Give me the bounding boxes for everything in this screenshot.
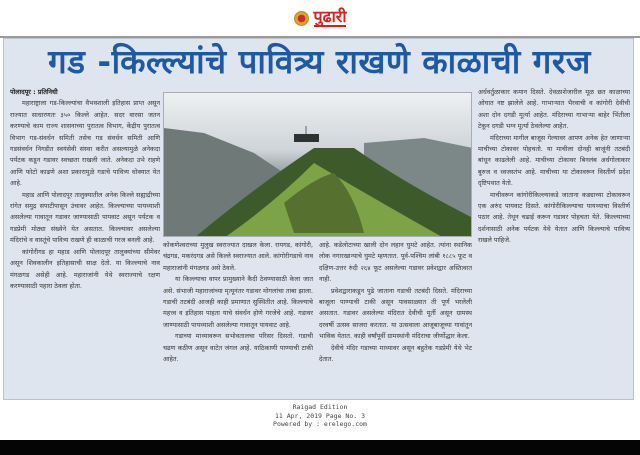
headline: गड -किल्ल्यांचे पावित्र्य राखणे काळाची गरज — [48, 42, 591, 81]
paragraph: महाड आणि पोलादपूर तालुक्यातील अनेक किल्ले सह्याद्रीच्या रांगेत समुद्र सपाटीपासून उंचावर आहेत. किल्ल्याच्या पायथ्याशी असलेल्या गावातून गडावर जाण्यासाठी पायवाट असून पर्यटक व गडप्रेमी मोठ्या संख्येने येत असतात. किल्ल्यावर असलेल्या मंदिरांचे व वास्तूंचे पावित्र्य राखणे ही काळाची गरज बनली आहे. — [10, 190, 160, 245]
powered-by: Powered by : erelego.com — [273, 420, 367, 428]
pudhari-emblem-icon — [294, 11, 309, 26]
edition-footer — [0, 403, 640, 429]
fort-photo — [163, 92, 472, 237]
article-column-4 — [478, 87, 630, 397]
article-column-2 — [163, 240, 313, 397]
edition-name: Raigad Edition — [292, 403, 348, 411]
paragraph: आहे. कडेलोटाच्या खाली दोन लहान घुमटे आहेत. त्यांना स्थानिक लोक नगारखान्याचे घुमटे म्हणतात. पूर्व-पश्चिम लांबी १८८५ फूट व दक्षिण-उत्तर रुंदी २६४ फूट असलेल्या गडावर प्रवेशद्वार अस्तित्वात नाही. — [319, 241, 472, 284]
bottom-band — [0, 440, 640, 455]
paragraph: देवीचे मंदिर गडाच्या माथ्यावर असून बहुतेक गडप्रेमी येथे भेट देतात. — [319, 343, 472, 364]
article-clipping — [3, 38, 634, 400]
paragraph: अर्धवर्तुळाकार कमान दिसते. देवळाशेजारील मूळ छत काळाच्या ओघात नष्ट झालेले आहे. गाभाऱ्यात भैरवाची व कांगोरी देवीची अशा दोन दगडी मूर्त्या आहेत. मंदिराच्या गाभाऱ्या बाहेर भिंतीला टेकून दगडी भग्न मूर्त्या ठेवलेल्या आहेत. — [478, 88, 630, 131]
paragraph: गडाच्या माथ्यावरून सभोवतालचा परिसर दिसतो. गडाची चढण कठीण असून वाटेत जंगल आहे. याठिकाणी पाण्याची टाकी आहेत. — [163, 332, 313, 364]
article-column-1 — [10, 87, 160, 397]
date-page: 11 Apr, 2019 Page No. 3 — [274, 411, 365, 420]
newspaper-logo: पुढारी — [313, 7, 347, 26]
paragraph: महाराष्ट्राला गड-किल्ल्यांचा वैभवशाली इतिहास प्राप्त असून राज्यात साधारणतः ३५० किल्ले आहेत. सदर वारसा जतन करण्याचे काम राज्य शासनाच्या पुरातत्व विभाग, केंद्रीय पुरातत्व विभाग गड-संवर्धन समिती तसेच गड संवर्धन समिती आणि गडसंवर्धन निगडीत स्वयंसेवी संस्था करीत असल्यामुळे अनेकदा पर्यटक कडून गडावर स्वच्छता राखली जाते. अनेकदा उभे राहणे आणि फोटो काढणे अशा प्रकारामुळे गडाचे पावित्र्य धोक्यात येत आहे. — [10, 99, 160, 188]
paragraph: कांगोरीगड हा महाड आणि पोलादपूर तालुक्यांच्या सीमेवर असून शिवकालीन इतिहासाची साक्ष देतो. या किल्ल्याचे नाव मंगळगड असेही आहे. महाराजांनी येथे स्वराज्याचे रक्षण करण्यासाठी पहारा ठेवला होता. — [10, 247, 160, 290]
paragraph: कोकणेश्वराच्या मुलुख स्वराज्यात दाखल केला. रायगड, कांगोरी, चंद्रगड, मकरंदगड असे किल्ले स्वराज्यात आले. कांगोरीगडाचे नाव महाराजांनी मंगळगड असे ठेवले. — [163, 241, 313, 272]
article-column-3 — [319, 240, 472, 397]
paragraph: मंदिराच्या मागील बाजूस गेल्यावर आपण अनेक हेत जाणाऱ्या माचीच्या टोकावर पोहचतो. या माचीला दोनही बाजूंनी तटबंदी बांधून काढलेली आहे. माचीच्या टोकावर बिनलंब अर्धगोलाकार बुरुज व ध्वजस्तंभ आहे. माचीच्या या टोकावरून विस्तीर्ण प्रदेश दृष्टिपथात येतो. — [478, 133, 630, 188]
byline: पोलादपूर : प्रतिनिधी — [10, 88, 58, 96]
paragraph: माचीवरून कांगोरीकिल्ल्याकडे जाताना कड्याच्या टोकावरून एक अरुंद पायवाट दिसते. कांगोरीकिल्ल्याचा पायथ्याचा विस्तीर्ण पठार आहे. तेथून चढाई करून गडावर पोहचता येते. किल्ल्याच्या दर्शनासाठी अनेक पर्यटक येथे येतात आणि किल्ल्याचे पावित्र्य राखले पाहिजे. — [478, 190, 630, 245]
masthead — [0, 0, 640, 36]
paragraph: प्रवेशद्वाराकडून पुढे जाताना गडाची तटबंदी दिसते. मंदिराच्या बाजूला पाण्याची टाकी असून पावसाळ्यात ती पूर्ण भरलेली असतात. गडावर असलेल्या मंदिरात देवीची मूर्ती असून ग्रामस्थ दरवर्षी उत्सव साजरा करतात. या उत्सवाला आजूबाजूच्या गावांतून भाविक येतात. काही वर्षांपूर्वी ग्रामस्थांनी मंदिराचा जीर्णोद्धार केला. — [319, 286, 472, 341]
paragraph: या किल्ल्याचा वापर प्रामुख्याने कैदी ठेवण्यासाठी केला जात असे. संभाजी महाराजांच्या मृत्यूनंतर गडावर मोगलांचा ताबा झाला. गडाची तटबंदी आजही काही प्रमाणात सुस्थितीत आहे. किल्ल्याचे महत्त्व व इतिहास पाहता याचे संवर्धन होणे गरजेचे आहे. गडावर जाण्यासाठी पायथ्याशी असलेल्या गावातून पायवाट आहे. — [163, 275, 313, 329]
